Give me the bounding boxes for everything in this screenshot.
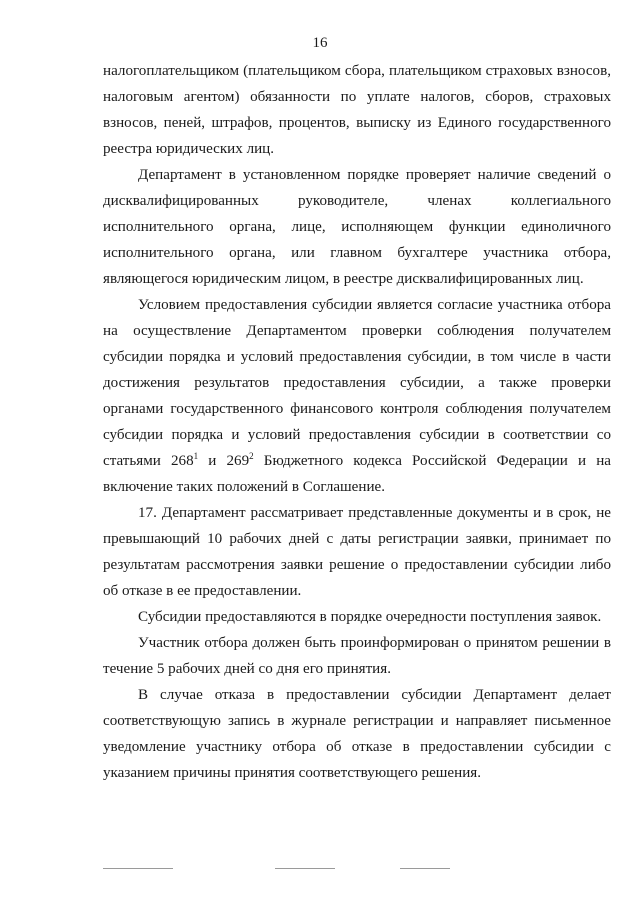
paragraph-3 <box>103 292 611 500</box>
footnote-ref-2: 2 <box>249 451 254 461</box>
paragraph-4: 17. Департамент рассматривает представленные документы и в срок, не превышающий 10 рабочих дней с даты регистрации заявки, принимает по результатам рассмотрения заявки решение о предоставлении субсидии либо об отказе в ее предоставлении. <box>103 505 611 599</box>
paragraph-7: В случае отказа в предоставлении субсидии Департамент делает соответствующую запись в журнале регистрации и направляет письменное уведомление участнику отбора об отказе в предоставлении субсидии с указанием причины принятия соответствующего решения. <box>103 687 611 781</box>
footnote-ref-1: 1 <box>193 451 199 461</box>
paragraph-3-text-a: Условием предоставления субсидии является согласие участника отбора на осуществление Департаментом проверки соблюдения получателем субсидии порядка и условий предоставления субсидии, в том числе в части достижения результатов предоставления субсидии, а также проверки органами государственного финансового контроля соблюдения получателем субсидии порядка и условий предоставления субсидии в соответствии со статьями 268 <box>103 297 611 469</box>
paragraph-2: Департамент в установленном порядке проверяет наличие сведений о дисквалифицированных руководителе, членах коллегиального исполнительного органа, лице, исполняющем функции единоличного исполнительного органа, или главном бухгалтере участника отбора, являющегося юридическим лицом, в реестре дисквалифицированных лиц. <box>103 167 611 287</box>
paragraph-5: Субсидии предоставляются в порядке очередности поступления заявок. <box>138 609 602 625</box>
paragraph-3-text-c: Бюджетного кодекса Российской Федерации и на включение таких положений в Соглашение. <box>103 453 611 495</box>
paragraph-3-text-b: и 269 <box>198 453 250 469</box>
page-number: 16 <box>312 35 328 51</box>
paragraph-6: Участник отбора должен быть проинформирован о принятом решении в течение 5 рабочих дней со дня его принятия. <box>103 635 611 677</box>
paragraph-1: налогоплательщиком (плательщиком сбора, плательщиком страховых взносов, налоговым агентом) обязанности по уплате налогов, сборов, страховых взносов, пеней, штрафов, процентов, выписку из Единого государственного реестра юридических лиц. <box>103 63 611 157</box>
scan-artifact-line <box>0 868 640 874</box>
document-body <box>103 58 611 786</box>
